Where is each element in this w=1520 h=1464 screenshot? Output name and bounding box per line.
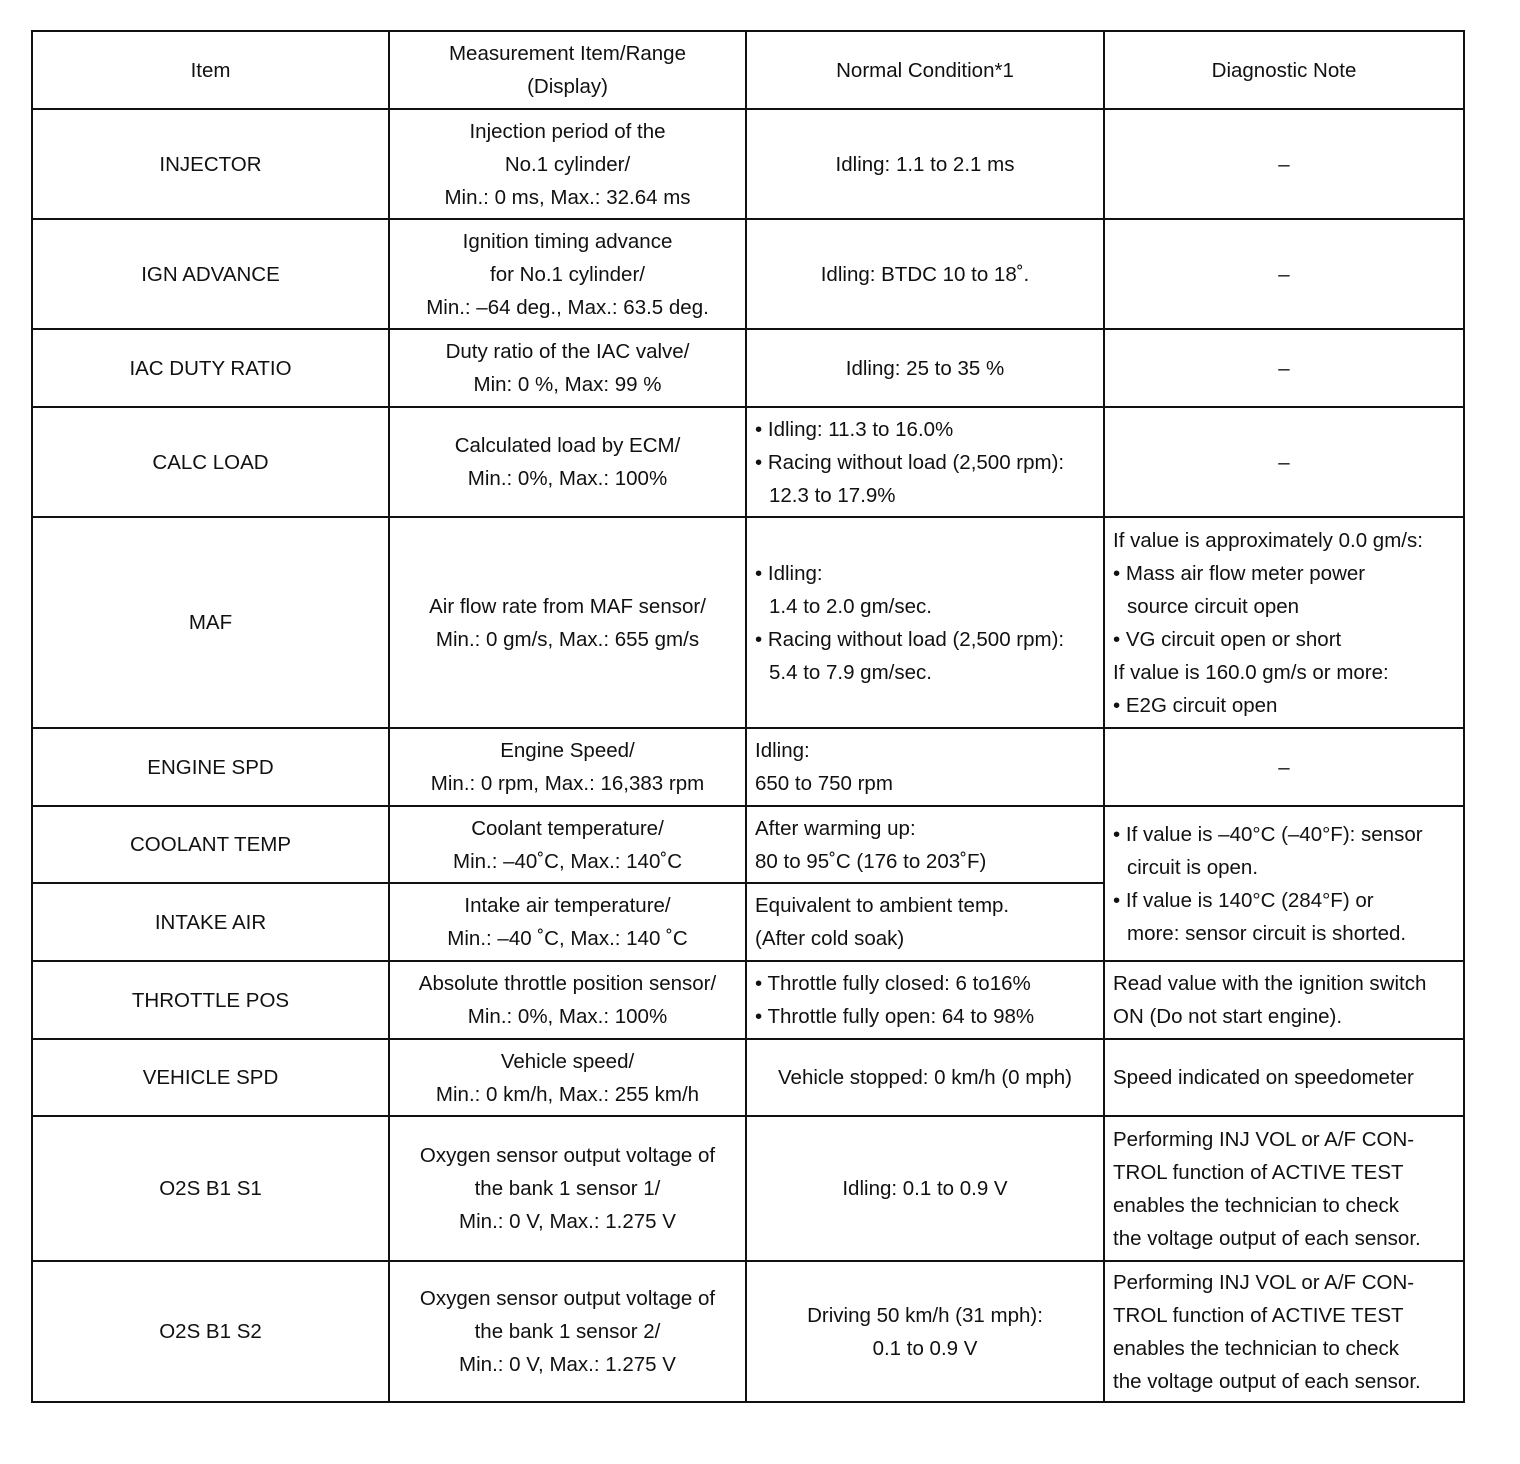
- diagnostic-note-cell: If value is approximately 0.0 gm/s: • Mass air flow meter power source circuit open • VG circuit open or short If value is 160.0 gm/s or more: • E2G circuit open: [1104, 517, 1464, 728]
- table-row: [32, 1116, 1464, 1261]
- item-cell: O2S B1 S2: [32, 1261, 389, 1402]
- range-cell: Intake air temperature/ Min.: –40 ˚C, Max.: 140 ˚C: [389, 883, 746, 961]
- header-normal-condition: Normal Condition*1: [746, 31, 1104, 109]
- table-row: [32, 517, 1464, 728]
- diagnostic-note-cell: –: [1104, 407, 1464, 517]
- normal-condition-cell: After warming up: 80 to 95˚C (176 to 203˚F): [746, 806, 1104, 883]
- normal-condition-cell: Driving 50 km/h (31 mph): 0.1 to 0.9 V: [746, 1261, 1104, 1402]
- table-row: [32, 1261, 1464, 1402]
- range-cell: Ignition timing advance for No.1 cylinder/ Min.: –64 deg., Max.: 63.5 deg.: [389, 219, 746, 329]
- diagnostic-note-cell: • If value is –40°C (–40°F): sensor circuit is open. • If value is 140°C (284°F) or more: sensor circuit is shorted.: [1104, 806, 1464, 961]
- diagnostic-note-cell: Performing INJ VOL or A/F CON- TROL function of ACTIVE TEST enables the technician to check the voltage output of each sensor.: [1104, 1116, 1464, 1261]
- item-cell: IGN ADVANCE: [32, 219, 389, 329]
- normal-condition-cell: Idling: 1.1 to 2.1 ms: [746, 109, 1104, 219]
- normal-condition-cell: Idling: 0.1 to 0.9 V: [746, 1116, 1104, 1261]
- range-cell: Oxygen sensor output voltage of the bank 1 sensor 1/ Min.: 0 V, Max.: 1.275 V: [389, 1116, 746, 1261]
- item-cell: VEHICLE SPD: [32, 1039, 389, 1116]
- normal-condition-cell: Idling: 25 to 35 %: [746, 329, 1104, 407]
- range-cell: Absolute throttle position sensor/ Min.: 0%, Max.: 100%: [389, 961, 746, 1039]
- item-cell: ENGINE SPD: [32, 728, 389, 806]
- table-row: [32, 1039, 1464, 1116]
- diagnostic-note-cell: –: [1104, 728, 1464, 806]
- item-cell: INTAKE AIR: [32, 883, 389, 961]
- diagnostic-note-cell: –: [1104, 219, 1464, 329]
- item-cell: COOLANT TEMP: [32, 806, 389, 883]
- range-cell: Duty ratio of the IAC valve/ Min: 0 %, Max: 99 %: [389, 329, 746, 407]
- range-cell: Calculated load by ECM/ Min.: 0%, Max.: 100%: [389, 407, 746, 517]
- header-item: Item: [32, 31, 389, 109]
- header-measurement-range: Measurement Item/Range (Display): [389, 31, 746, 109]
- item-cell: IAC DUTY RATIO: [32, 329, 389, 407]
- diagnostic-note-cell: Read value with the ignition switch ON (Do not start engine).: [1104, 961, 1464, 1039]
- table-row: [32, 961, 1464, 1039]
- item-cell: O2S B1 S1: [32, 1116, 389, 1261]
- item-cell: MAF: [32, 517, 389, 728]
- normal-condition-cell: Idling: BTDC 10 to 18˚.: [746, 219, 1104, 329]
- range-cell: Oxygen sensor output voltage of the bank 1 sensor 2/ Min.: 0 V, Max.: 1.275 V: [389, 1261, 746, 1402]
- item-cell: THROTTLE POS: [32, 961, 389, 1039]
- data-list-table: [31, 30, 1465, 1403]
- range-cell: Engine Speed/ Min.: 0 rpm, Max.: 16,383 rpm: [389, 728, 746, 806]
- item-cell: INJECTOR: [32, 109, 389, 219]
- range-cell: Injection period of the No.1 cylinder/ Min.: 0 ms, Max.: 32.64 ms: [389, 109, 746, 219]
- diagnostic-note-cell: –: [1104, 109, 1464, 219]
- table-row: [32, 407, 1464, 517]
- table-row: [32, 329, 1464, 407]
- table-row: [32, 806, 1464, 883]
- normal-condition-cell: • Throttle fully closed: 6 to16% • Throttle fully open: 64 to 98%: [746, 961, 1104, 1039]
- header-row: [32, 31, 1464, 109]
- header-diagnostic-note: Diagnostic Note: [1104, 31, 1464, 109]
- normal-condition-cell: • Idling: 11.3 to 16.0% • Racing without load (2,500 rpm): 12.3 to 17.9%: [746, 407, 1104, 517]
- diagnostic-note-cell: Speed indicated on speedometer: [1104, 1039, 1464, 1116]
- range-cell: Air flow rate from MAF sensor/ Min.: 0 gm/s, Max.: 655 gm/s: [389, 517, 746, 728]
- diagnostic-note-cell: –: [1104, 329, 1464, 407]
- table-row: [32, 109, 1464, 219]
- normal-condition-cell: • Idling: 1.4 to 2.0 gm/sec. • Racing without load (2,500 rpm): 5.4 to 7.9 gm/sec.: [746, 517, 1104, 728]
- range-cell: Vehicle speed/ Min.: 0 km/h, Max.: 255 km/h: [389, 1039, 746, 1116]
- normal-condition-cell: Equivalent to ambient temp. (After cold soak): [746, 883, 1104, 961]
- normal-condition-cell: Idling: 650 to 750 rpm: [746, 728, 1104, 806]
- diagnostic-note-cell: Performing INJ VOL or A/F CON- TROL function of ACTIVE TEST enables the technician to check the voltage output of each sensor.: [1104, 1261, 1464, 1402]
- normal-condition-cell: Vehicle stopped: 0 km/h (0 mph): [746, 1039, 1104, 1116]
- table-row: [32, 728, 1464, 806]
- range-cell: Coolant temperature/ Min.: –40˚C, Max.: 140˚C: [389, 806, 746, 883]
- table-row: [32, 219, 1464, 329]
- item-cell: CALC LOAD: [32, 407, 389, 517]
